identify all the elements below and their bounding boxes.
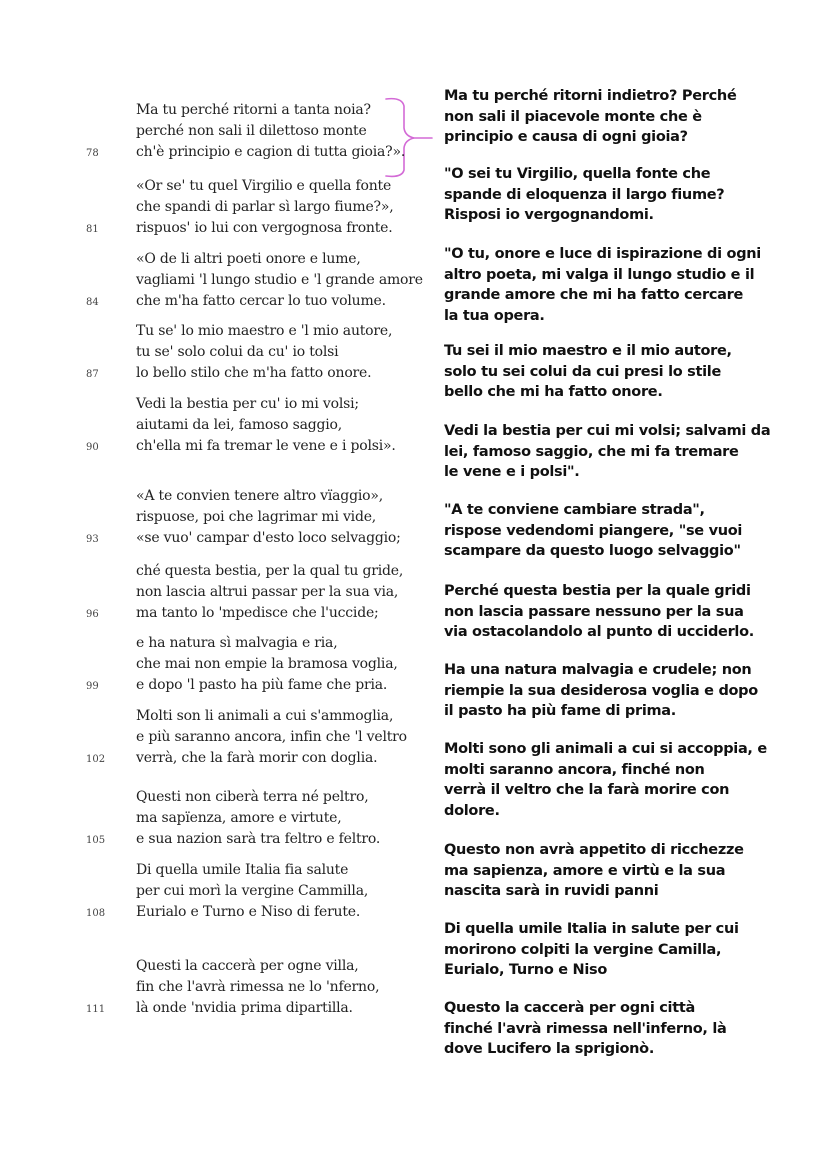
verse-line: che m'ha fatto cercar lo tuo volume.	[136, 293, 386, 309]
paraphrase-line: rispose vedendomi piangere, "se vuoi	[444, 522, 743, 539]
verse-line: per cui morì la vergine Cammilla,	[136, 883, 369, 899]
verse-line: e ha natura sì malvagia e ria,	[136, 635, 338, 651]
paraphrase-line: dove Lucifero la sprigionò.	[444, 1041, 655, 1057]
verse-line: Tu se' lo mio maestro e 'l mio autore,	[136, 323, 393, 339]
paraphrase-block	[444, 919, 784, 981]
paraphrase-line: ma sapienza, amore e virtù e la sua	[444, 862, 726, 879]
paraphrase-block	[444, 341, 784, 403]
verse-line: Eurialo e Turno e Niso di ferute.	[136, 904, 361, 920]
paraphrase-line: nascita sarà in ruvidi panni	[444, 883, 659, 899]
paraphrase-block	[444, 739, 784, 821]
verse-line: Ma tu perché ritorni a tanta noia?	[136, 102, 371, 118]
verse-line: Questi non ciberà terra né peltro,	[136, 789, 369, 805]
verse-line: e dopo 'l pasto ha più fame che pria.	[136, 677, 388, 693]
paraphrase-block	[444, 660, 784, 722]
paraphrase-line: scampare da questo luogo selvaggio"	[444, 543, 741, 559]
paraphrase-line: molti saranno ancora, finché non	[444, 761, 705, 778]
paraphrase-line: il pasto ha più fame di prima.	[444, 703, 676, 719]
paraphrase-line: lei, famoso saggio, che mi fa tremare	[444, 443, 739, 460]
verse-line: Molti son li animali a cui s'ammoglia,	[136, 708, 394, 724]
paraphrase-line: Risposi io vergognandomi.	[444, 207, 654, 223]
verse-line: aiutami da lei, famoso saggio,	[136, 417, 343, 433]
paraphrase-line: principio e causa di ogni gioia?	[444, 129, 688, 145]
paraphrase-block	[444, 500, 784, 562]
paraphrase-line: Di quella umile Italia in salute per cui	[444, 921, 739, 937]
verse-line: che spandi di parlar sì largo fiume?»,	[136, 199, 394, 215]
paraphrase-line: Questo non avrà appetito di ricchezze	[444, 842, 744, 858]
verse-line: e più saranno ancora, infin che 'l veltro	[136, 729, 407, 745]
verse-line: ch'è principio e cagion di tutta gioia?».	[136, 144, 406, 160]
paraphrase-line: le vene e i polsi".	[444, 464, 580, 480]
verse-line: che mai non empie la bramosa voglia,	[136, 656, 398, 672]
paraphrase-block	[444, 164, 784, 226]
paraphrase-block	[444, 581, 784, 643]
paraphrase-line: Eurialo, Turno e Niso	[444, 962, 608, 978]
line-number: 84	[86, 297, 99, 308]
line-number: 108	[86, 908, 106, 919]
paraphrase-line: Tu sei il mio maestro e il mio autore,	[444, 343, 732, 359]
paraphrase-block	[444, 244, 784, 326]
verse-line: «se vuo' campar d'esto loco selvaggio;	[136, 530, 401, 546]
verse-line: ma tanto lo 'mpedisce che l'uccide;	[136, 605, 379, 621]
paraphrase-line: "O tu, onore e luce di ispirazione di ogni	[444, 246, 761, 262]
line-number: 78	[86, 148, 99, 159]
paraphrase-line: verrà il veltro che la farà morire con	[444, 782, 730, 798]
paraphrase-block	[444, 998, 784, 1060]
verse-line: ma sapïenza, amore e virtute,	[136, 810, 342, 826]
line-number: 90	[86, 442, 99, 453]
paraphrase-line: via ostacolandolo al punto di ucciderlo.	[444, 624, 754, 640]
paraphrase-line: riempie la sua desiderosa voglia e dopo	[444, 682, 758, 699]
verse-line: non lascia altrui passar per la sua via,	[136, 584, 399, 600]
paraphrase-line: spande di eloquenza il largo fiume?	[444, 186, 725, 203]
verse-line: «O de li altri poeti onore e lume,	[136, 251, 361, 267]
verse-line: là onde 'nvidia prima dipartilla.	[136, 1000, 353, 1016]
paraphrase-line: finché l'avrà rimessa nell'inferno, là	[444, 1020, 727, 1037]
verse-line: rispuos' io lui con vergognosa fronte.	[136, 220, 393, 236]
line-number: 102	[86, 754, 106, 765]
verse-line: perché non sali il dilettoso monte	[136, 123, 367, 139]
verse-line: Di quella umile Italia fia salute	[136, 862, 349, 878]
verse-line: «A te convien tenere altro vïaggio»,	[136, 488, 383, 504]
paraphrase-line: grande amore che mi ha fatto cercare	[444, 287, 743, 303]
paraphrase-line: Molti sono gli animali a cui si accoppia, e	[444, 741, 767, 757]
verse-line: Vedi la bestia per cu' io mi volsi;	[136, 396, 359, 412]
line-number: 87	[86, 369, 99, 380]
verse-line: «Or se' tu quel Virgilio e quella fonte	[136, 178, 392, 194]
paraphrase-line: "A te conviene cambiare strada",	[444, 502, 705, 518]
paraphrase-line: Ma tu perché ritorni indietro? Perché	[444, 88, 737, 104]
verse-line: fin che l'avrà rimessa ne lo 'nferno,	[136, 979, 380, 995]
verse-line: ché questa bestia, per la qual tu gride,	[136, 563, 404, 579]
line-number: 99	[86, 681, 99, 692]
paraphrase-line: "O sei tu Virgilio, quella fonte che	[444, 166, 711, 182]
paraphrase-line: non lascia passare nessuno per la sua	[444, 603, 744, 620]
paraphrase-line: solo tu sei colui da cui presi lo stile	[444, 363, 722, 380]
verse-line: ch'ella mi fa tremar le vene e i polsi».	[136, 438, 396, 454]
verse-line: lo bello stilo che m'ha fatto onore.	[136, 365, 372, 381]
verse-line: tu se' solo colui da cu' io tolsi	[136, 344, 339, 360]
paraphrase-line: non sali il piacevole monte che è	[444, 108, 702, 125]
verse-line: Questi la caccerà per ogne villa,	[136, 958, 359, 974]
paraphrase-line: Ha una natura malvagia e crudele; non	[444, 662, 752, 678]
paraphrase-line: Questo la caccerà per ogni città	[444, 1000, 695, 1016]
paraphrase-block	[444, 86, 784, 148]
verse-line: verrà, che la farà morir con doglia.	[136, 750, 378, 766]
verse-line: e sua nazion sarà tra feltro e feltro.	[136, 831, 381, 847]
brace-annotation-icon	[384, 96, 434, 180]
line-number: 96	[86, 609, 99, 620]
paraphrase-line: altro poeta, mi valga il lungo studio e il	[444, 266, 755, 283]
paraphrase-line: morirono colpiti la vergine Camilla,	[444, 941, 722, 958]
paraphrase-line: bello che mi ha fatto onore.	[444, 384, 663, 400]
line-number: 111	[86, 1004, 106, 1015]
verse-line: vagliami 'l lungo studio e 'l grande amore	[136, 272, 423, 288]
paraphrase-line: Perché questa bestia per la quale gridi	[444, 583, 751, 599]
paraphrase-line: la tua opera.	[444, 307, 545, 324]
line-number: 105	[86, 835, 106, 846]
paraphrase-block	[444, 421, 784, 483]
verse-line: rispuose, poi che lagrimar mi vide,	[136, 509, 377, 525]
line-number: 81	[86, 224, 99, 235]
paraphrase-line: Vedi la bestia per cui mi volsi; salvami da	[444, 423, 771, 439]
paraphrase-line: dolore.	[444, 802, 500, 819]
paraphrase-block	[444, 840, 784, 902]
line-number: 93	[86, 534, 99, 545]
